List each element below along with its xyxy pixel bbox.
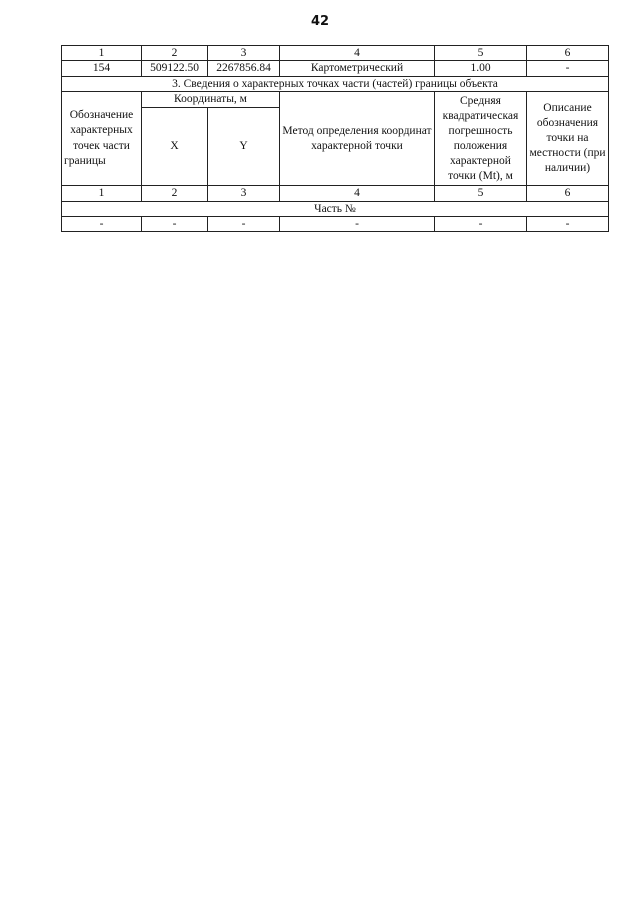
column-number: 2 — [142, 186, 208, 201]
y-header: Y — [208, 108, 280, 186]
point-number-cell: 154 — [62, 61, 142, 76]
column-numbering-row — [62, 186, 609, 201]
empty-cell: - — [527, 216, 609, 231]
top-table-header-row — [62, 46, 609, 61]
description-header: Описание обозначения точки на местности (при наличии) — [527, 92, 609, 186]
header-cell: 1 — [62, 46, 142, 61]
coordinates-header: Координаты, м — [142, 92, 280, 108]
empty-cell: - — [142, 216, 208, 231]
column-number: 4 — [280, 186, 435, 201]
boundary-points-table — [61, 45, 609, 232]
column-number: 5 — [435, 186, 527, 201]
x-coordinate-cell: 509122.50 — [142, 61, 208, 76]
description-cell: - — [527, 61, 609, 76]
error-cell: 1.00 — [435, 61, 527, 76]
section-header-row — [62, 92, 609, 108]
part-label: Часть № — [62, 201, 609, 216]
method-header: Метод определения координат характерной точки — [280, 92, 435, 186]
empty-cell: - — [280, 216, 435, 231]
empty-cell: - — [62, 216, 142, 231]
table-row — [62, 216, 609, 231]
x-header: X — [142, 108, 208, 186]
method-cell: Картометрический — [280, 61, 435, 76]
table-row — [62, 61, 609, 76]
section-title-row — [62, 76, 609, 91]
column-number: 3 — [208, 186, 280, 201]
header-cell: 2 — [142, 46, 208, 61]
header-cell: 5 — [435, 46, 527, 61]
section-title: 3. Сведения о характерных точках части (частей) границы объекта — [62, 76, 609, 91]
column-number: 6 — [527, 186, 609, 201]
header-cell: 3 — [208, 46, 280, 61]
page-number: 42 — [310, 14, 330, 29]
point-designation-header: Обозначение характерных точек части границы — [62, 92, 142, 186]
header-cell: 4 — [280, 46, 435, 61]
empty-cell: - — [208, 216, 280, 231]
error-header: Средняя квадратическая погрешность положения характерной точки (Mt), м — [435, 92, 527, 186]
column-number: 1 — [62, 186, 142, 201]
part-label-row — [62, 201, 609, 216]
y-coordinate-cell: 2267856.84 — [208, 61, 280, 76]
empty-cell: - — [435, 216, 527, 231]
header-cell: 6 — [527, 46, 609, 61]
